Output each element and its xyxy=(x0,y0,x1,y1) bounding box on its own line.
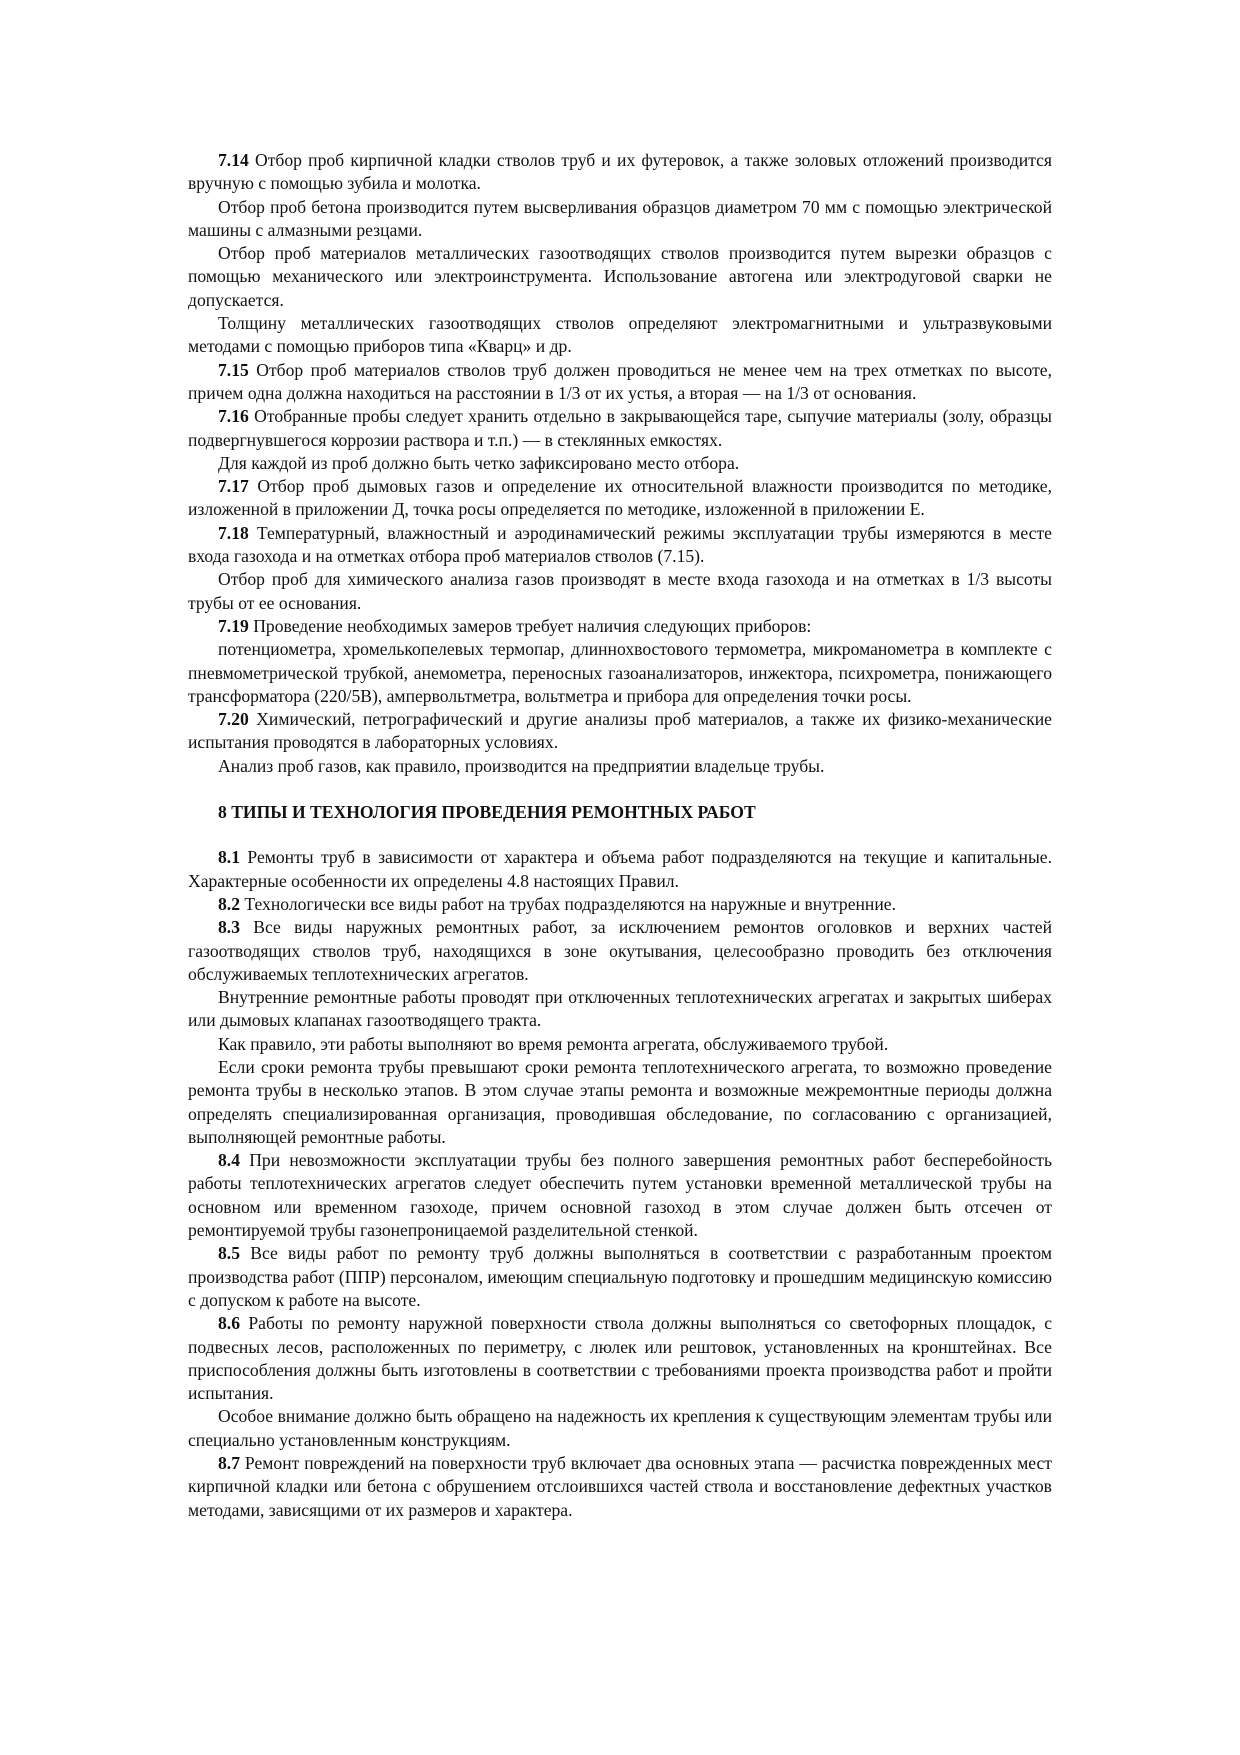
paragraph-8-4 xyxy=(188,1149,1052,1242)
clause-text: Все виды работ по ремонту труб должны выполняться в соответствии с разработанным проектом производства работ (ППР) персоналом, имеющим специальную подготовку и прошедшим медицинскую комиссию с допуском к работе на высоте. xyxy=(188,1243,1052,1310)
paragraph-8-3-timing: Как правило, эти работы выполняют во время ремонта агрегата, обслуживаемого трубой. xyxy=(218,1033,889,1054)
paragraph-8-3 xyxy=(188,916,1052,986)
clause-text: Работы по ремонту наружной поверхности ствола должны выполняться со светофорных площадок, с подвесных лесов, расположенных по периметру, с люлек или рештовок, установленных на кронштейнах. Все приспособления должны быть изготовлены в соответствии с требованиями проекта производства работ и пройти испытания. xyxy=(188,1313,1052,1404)
clause-text: Химический, петрографический и другие анализы проб материалов, а также их физико-механические испытания проводятся в лабораторных условиях. xyxy=(188,709,1052,753)
paragraph-8-7 xyxy=(188,1452,1052,1522)
clause-number: 8.5 xyxy=(218,1243,240,1264)
paragraph-7-19 xyxy=(188,615,1052,638)
paragraph-8-5 xyxy=(188,1242,1052,1312)
clause-text: Отбор проб дымовых газов и определение их относительной влажности производится по методике, изложенной в приложении Д, точка росы определяется по методике, изложенной в приложении Е. xyxy=(188,476,1052,520)
clause-number: 8.4 xyxy=(218,1150,240,1171)
section-8-heading: 8 ТИПЫ И ТЕХНОЛОГИЯ ПРОВЕДЕНИЯ РЕМОНТНЫХ РАБОТ xyxy=(218,802,756,823)
clause-number: 8.3 xyxy=(218,917,240,938)
clause-number: 8.2 xyxy=(218,893,240,914)
paragraph-8-6-attachment: Особое внимание должно быть обращено на надежность их крепления к существующим элементам трубы или специально установленным конструкциям. xyxy=(188,1406,1052,1450)
paragraph-7-14-concrete: Отбор проб бетона производится путем высверливания образцов диаметром 70 мм с помощью электрической машины с алмазными резцами. xyxy=(188,196,1052,240)
paragraph-8-3-stages: Если сроки ремонта трубы превышают сроки ремонта теплотехнического агрегата, то возможно проведение ремонта трубы в несколько этапов. В этом случае этапы ремонта и возможные межремонтные периоды должна определять специализированная организация, проводившая обследование, по согласованию с организацией, выполняющей ремонтные работы. xyxy=(188,1056,1052,1147)
clause-text: Ремонты труб в зависимости от характера и объема работ подразделяются на текущие и капитальные. Характерные особенности их определены 4.8 настоящих Правил. xyxy=(188,847,1052,891)
clause-number: 8.7 xyxy=(218,1453,240,1474)
paragraph-7-18 xyxy=(188,522,1052,569)
clause-number: 8.1 xyxy=(218,847,240,868)
paragraph-7-16 xyxy=(188,405,1052,452)
clause-text: Ремонт повреждений на поверхности труб включает два основных этапа — расчистка поврежденных мест кирпичной кладки или бетона с обрушением отслоившихся частей ствола и восстановление дефектных участков методами, зависящими от их размеров и характера. xyxy=(188,1453,1052,1520)
paragraph-8-2 xyxy=(188,893,1052,916)
clause-number: 7.14 xyxy=(218,150,249,170)
clause-text: При невозможности эксплуатации трубы без полного завершения ремонтных работ бесперебойность работы теплотехнических агрегатов следует обеспечить путем установки временной металлической трубы на основном или временном газоходе, причем основной газоход в этом случае должен быть отсечен от ремонтируемой трубы газонепроницаемой разделительной стенкой. xyxy=(188,1150,1052,1241)
clause-text: Отбор проб материалов стволов труб должен проводиться не менее чем на трех отметках по высоте, причем одна должна находиться на расстоянии в 1/3 от их устья, а вторая — на 1/3 от основания. xyxy=(188,359,1052,403)
paragraph-7-14 xyxy=(188,149,1052,196)
paragraph-7-14-thickness: Толщину металлических газоотводящих стволов определяют электромагнитными и ультразвуковыми методами с помощью приборов типа «Кварц» и др. xyxy=(188,313,1052,357)
clause-number: 8.6 xyxy=(218,1313,240,1334)
clause-text: Все виды наружных ремонтных работ, за исключением ремонтов оголовков и верхних частей газоотводящих стволов труб, находящихся в зоне окутывания, целесообразно проводить без отключения обслуживаемых теплотехнических агрегатов. xyxy=(188,917,1052,984)
paragraph-8-3-internal: Внутренние ремонтные работы проводят при отключенных теплотехнических агрегатах и закрытых шиберах или дымовых клапанах газоотводящего тракта. xyxy=(188,987,1052,1031)
clause-number: 7.19 xyxy=(218,615,249,636)
paragraph-7-18-gas-sampling: Отбор проб для химического анализа газов производят в месте входа газохода и на отметках в 1/3 высоты трубы от ее основания. xyxy=(188,569,1052,613)
clause-number: 7.17 xyxy=(218,476,249,497)
paragraph-8-6 xyxy=(188,1312,1052,1405)
clause-text: Проведение необходимых замеров требует наличия следующих приборов: xyxy=(248,615,812,636)
document-body xyxy=(188,149,1052,1522)
paragraph-7-14-metal: Отбор проб материалов металлических газоотводящих стволов производится путем вырезки образцов с помощью механического или электроинструмента. Использование автогена или электродуговой сварки не допускается. xyxy=(188,243,1052,310)
clause-number: 7.15 xyxy=(218,359,249,380)
paragraph-7-15 xyxy=(188,359,1052,406)
clause-text: Технологически все виды работ на трубах подразделяются на наружные и внутренние. xyxy=(240,893,896,914)
clause-number: 7.20 xyxy=(218,709,249,730)
paragraph-8-1 xyxy=(188,846,1052,893)
clause-text: Отбор проб кирпичной кладки стволов труб и их футеровок, а также золовых отложений производится вручную с помощью зубила и молотка. xyxy=(188,150,1052,194)
paragraph-7-19-instruments: потенциометра, хромелькопелевых термопар, длиннохвостового термометра, микроманометра в комплекте с пневмометрической трубкой, анемометра, переносных газоанализаторов, инжектора, психрометра, понижающего трансформатора (220/5В), ампервольтметра, вольтметра и прибора для определения точки росы. xyxy=(188,639,1052,706)
paragraph-7-16-location: Для каждой из проб должно быть четко зафиксировано место отбора. xyxy=(218,452,740,473)
paragraph-7-20 xyxy=(188,708,1052,755)
paragraph-7-20-gas-analysis: Анализ проб газов, как правило, производится на предприятии владельце трубы. xyxy=(218,755,825,776)
clause-text: Температурный, влажностный и аэродинамический режимы эксплуатации трубы измеряются в месте входа газохода и на отметках отбора проб материалов стволов (7.15). xyxy=(188,522,1052,567)
clause-number: 7.18 xyxy=(218,522,249,543)
clause-number: 7.16 xyxy=(218,406,249,427)
clause-text: Отобранные пробы следует хранить отдельно в закрывающейся таре, сыпучие материалы (золу, образцы подвергнувшегося коррозии раствора и т.п.) — в стеклянных емкостях. xyxy=(188,406,1052,450)
paragraph-7-17 xyxy=(188,475,1052,522)
